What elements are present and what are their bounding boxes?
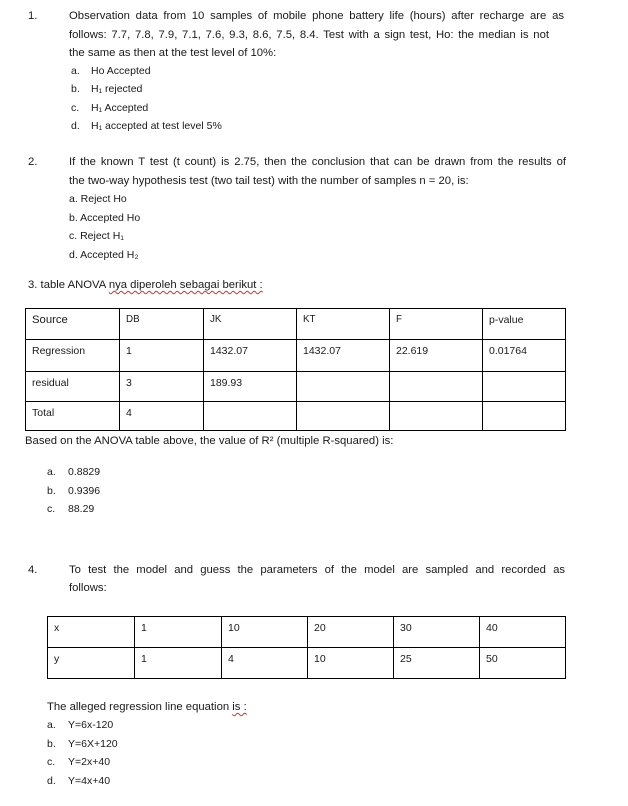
anova-cell: 0.01764: [483, 340, 566, 372]
xy-cell: 4: [222, 648, 308, 679]
xy-cell: y: [48, 648, 135, 679]
q4-equation-underlined: is :: [232, 701, 247, 713]
anova-cell: [390, 402, 483, 431]
xy-cell: 20: [308, 617, 394, 648]
anova-cell: Total: [26, 402, 120, 431]
anova-header-db: DB: [120, 309, 204, 340]
q4-option-a-letter: a.: [47, 719, 56, 731]
anova-header-f: F: [390, 309, 483, 340]
q3-option-a: 0.8829: [68, 466, 101, 478]
xy-cell: 1: [135, 617, 222, 648]
q3-question: Based on the ANOVA table above, the value of R² (multiple R-squared) is:: [25, 435, 394, 447]
anova-cell: 189.93: [204, 372, 297, 402]
anova-cell: 4: [120, 402, 204, 431]
anova-header-row: [26, 309, 566, 340]
xy-cell: 10: [222, 617, 308, 648]
q1-text-line3: the same as then at the test level of 10%:: [69, 47, 277, 59]
q1-option-c: H₁ Accepted: [91, 102, 149, 114]
q1-text-line2: follows: 7.7, 7.8, 7.9, 7.1, 7.6, 9.3, 8.6, 7.5, 8.4. Test with a sign test, Ho: the median is not: [69, 28, 549, 41]
q4-option-c: Y=2x+40: [68, 756, 111, 768]
anova-header-pvalue: p-value: [483, 309, 566, 340]
anova-cell: 1: [120, 340, 204, 372]
xy-cell: 25: [394, 648, 480, 679]
q3-heading-prefix: 3. table ANOVA: [28, 279, 109, 291]
xy-cell: 10: [308, 648, 394, 679]
anova-cell: 1432.07: [297, 340, 390, 372]
xy-cell: x: [48, 617, 135, 648]
anova-cell: 22.619: [390, 340, 483, 372]
anova-cell: 1432.07: [204, 340, 297, 372]
q4-option-a: Y=6x-120: [68, 719, 114, 731]
q4-option-b: Y=6X+120: [68, 738, 118, 750]
q4-option-d-letter: d.: [47, 775, 56, 787]
q4-equation-prompt: [47, 698, 247, 717]
q1-number: 1.: [28, 10, 38, 22]
q2-text-line1: If the known T test (t count) is 2.75, then the conclusion that can be drawn from the results of: [69, 156, 566, 168]
anova-cell: [297, 372, 390, 402]
anova-table: [25, 308, 566, 431]
q1-option-c-letter: c.: [71, 102, 80, 114]
anova-cell: [204, 402, 297, 431]
q1-option-b-letter: b.: [71, 83, 80, 95]
q4-option-d: Y=4x+40: [68, 775, 111, 787]
q4-equation-prefix: The alleged regression line equation: [47, 701, 233, 713]
anova-cell: [483, 402, 566, 431]
q2-option-b: b. Accepted Ho: [69, 212, 141, 224]
anova-cell: 3: [120, 372, 204, 402]
q1-option-a: Ho Accepted: [91, 65, 151, 77]
q3-option-b: 0.9396: [68, 485, 101, 497]
xy-row-x: [48, 617, 566, 648]
q4-text-line2: follows:: [69, 582, 107, 594]
q3-option-c: 88.29: [68, 503, 95, 515]
q4-option-c-letter: c.: [47, 756, 56, 768]
anova-row-regression: [26, 340, 566, 372]
xy-row-y: [48, 648, 566, 679]
anova-cell: [297, 402, 390, 431]
q2-option-a: a. Reject Ho: [69, 193, 127, 205]
q2-option-d: d. Accepted H₂: [69, 249, 139, 261]
q3-heading-underlined: nya diperoleh sebagai berikut :: [108, 279, 263, 291]
anova-cell: [483, 372, 566, 402]
xy-cell: 50: [480, 648, 566, 679]
q3-option-c-letter: c.: [47, 503, 56, 515]
q1-option-a-letter: a.: [71, 65, 80, 77]
anova-header-kt: KT: [297, 309, 390, 340]
q4-number: 4.: [28, 564, 38, 576]
q4-option-b-letter: b.: [47, 738, 56, 750]
xy-table: [47, 616, 566, 679]
anova-header-source: Source: [26, 309, 120, 340]
q1-text-line1: Observation data from 10 samples of mobile phone battery life (hours) after recharge are as: [69, 10, 564, 22]
xy-cell: 30: [394, 617, 480, 648]
q4-text-line1: To test the model and guess the parameters of the model are sampled and recorded as: [69, 564, 565, 576]
xy-cell: 40: [480, 617, 566, 648]
anova-row-residual: [26, 372, 566, 402]
q3-heading: [28, 276, 263, 295]
anova-cell: residual: [26, 372, 120, 402]
q3-option-a-letter: a.: [47, 466, 56, 478]
anova-cell: [390, 372, 483, 402]
q2-option-c: c. Reject H₁: [69, 230, 124, 242]
q2-text-line2: the two-way hypothesis test (two tail test) with the number of samples n = 20, is:: [69, 175, 469, 187]
q1-option-d-letter: d.: [71, 120, 80, 132]
anova-cell: Regression: [26, 340, 120, 372]
q1-option-b: H₁ rejected: [91, 83, 143, 95]
xy-cell: 1: [135, 648, 222, 679]
anova-row-total: [26, 402, 566, 431]
q1-option-d: H₁ accepted at test level 5%: [91, 120, 222, 132]
q3-option-b-letter: b.: [47, 485, 56, 497]
q2-number: 2.: [28, 156, 38, 168]
anova-header-jk: JK: [204, 309, 297, 340]
